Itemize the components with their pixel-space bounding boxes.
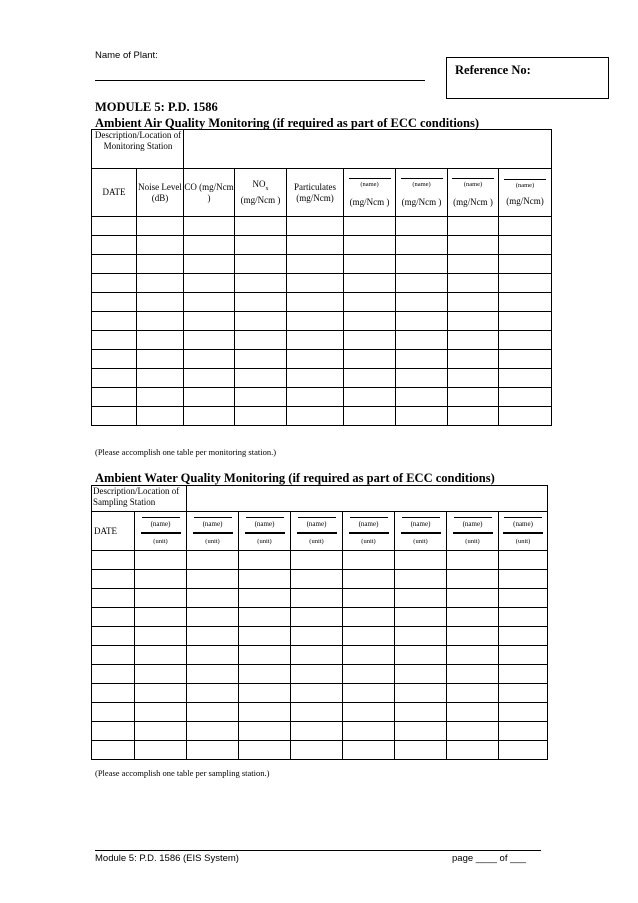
footer-page: page ____ of ___ bbox=[452, 853, 526, 864]
air-data-cell[interactable] bbox=[344, 331, 396, 350]
water-data-cell[interactable] bbox=[187, 703, 239, 722]
col-water-param-2: (name) (unit) bbox=[187, 512, 239, 551]
air-data-cell[interactable] bbox=[92, 350, 137, 369]
water-data-cell[interactable] bbox=[239, 684, 291, 703]
water-data-cell[interactable] bbox=[343, 665, 395, 684]
water-data-cell[interactable] bbox=[343, 703, 395, 722]
water-data-cell[interactable] bbox=[92, 608, 135, 627]
air-description-row bbox=[92, 130, 552, 169]
air-data-cell[interactable] bbox=[137, 312, 184, 331]
air-data-cell[interactable] bbox=[448, 388, 499, 407]
water-data-cell[interactable] bbox=[187, 646, 239, 665]
water-data-cell[interactable] bbox=[447, 570, 499, 589]
col-water-param-5: (name) (unit) bbox=[343, 512, 395, 551]
water-quality-title: Ambient Water Quality Monitoring (if required as part of ECC conditions) bbox=[95, 471, 495, 485]
water-data-cell[interactable] bbox=[187, 570, 239, 589]
col-param-2: (name) (mg/Ncm ) bbox=[396, 169, 448, 217]
air-data-cell[interactable] bbox=[448, 217, 499, 236]
air-data-cell[interactable] bbox=[396, 369, 448, 388]
air-data-cell[interactable] bbox=[137, 388, 184, 407]
footer-module: Module 5: P.D. 1586 (EIS System) bbox=[95, 853, 239, 864]
water-data-cell[interactable] bbox=[395, 570, 447, 589]
air-data-row bbox=[92, 312, 552, 331]
air-data-cell[interactable] bbox=[235, 312, 287, 331]
col-water-date: DATE bbox=[92, 512, 135, 551]
air-data-cell[interactable] bbox=[344, 388, 396, 407]
water-data-cell[interactable] bbox=[343, 627, 395, 646]
air-description-field[interactable] bbox=[184, 130, 552, 169]
col-noise-level: Noise Level (dB) bbox=[137, 169, 184, 217]
water-data-row bbox=[92, 684, 548, 703]
air-data-cell[interactable] bbox=[344, 217, 396, 236]
air-data-cell[interactable] bbox=[184, 293, 235, 312]
col-date: DATE bbox=[92, 169, 137, 217]
air-data-cell[interactable] bbox=[137, 236, 184, 255]
water-data-cell[interactable] bbox=[92, 551, 135, 570]
col-water-param-3: (name) (unit) bbox=[239, 512, 291, 551]
water-data-cell[interactable] bbox=[343, 722, 395, 741]
water-data-cell[interactable] bbox=[395, 722, 447, 741]
water-data-cell[interactable] bbox=[343, 608, 395, 627]
water-data-cell[interactable] bbox=[135, 551, 187, 570]
water-data-cell[interactable] bbox=[92, 703, 135, 722]
air-data-cell[interactable] bbox=[448, 312, 499, 331]
water-data-cell[interactable] bbox=[135, 589, 187, 608]
air-data-cell[interactable] bbox=[92, 312, 137, 331]
water-data-cell[interactable] bbox=[447, 722, 499, 741]
water-data-cell[interactable] bbox=[187, 722, 239, 741]
water-data-cell[interactable] bbox=[135, 684, 187, 703]
water-quality-table bbox=[91, 485, 548, 760]
water-data-cell[interactable] bbox=[92, 570, 135, 589]
water-data-cell[interactable] bbox=[239, 722, 291, 741]
air-data-cell[interactable] bbox=[184, 407, 235, 426]
water-data-cell[interactable] bbox=[239, 551, 291, 570]
air-data-cell[interactable] bbox=[92, 236, 137, 255]
air-data-cell[interactable] bbox=[448, 407, 499, 426]
air-data-cell[interactable] bbox=[287, 293, 344, 312]
air-data-cell[interactable] bbox=[499, 350, 552, 369]
air-data-cell[interactable] bbox=[396, 293, 448, 312]
air-data-cell[interactable] bbox=[344, 407, 396, 426]
air-data-cell[interactable] bbox=[344, 274, 396, 293]
water-data-cell[interactable] bbox=[499, 741, 548, 760]
air-data-cell[interactable] bbox=[184, 255, 235, 274]
col-water-param-8: (name) (unit) bbox=[499, 512, 548, 551]
water-data-cell[interactable] bbox=[239, 646, 291, 665]
water-data-cell[interactable] bbox=[395, 627, 447, 646]
water-data-cell[interactable] bbox=[92, 665, 135, 684]
water-data-cell[interactable] bbox=[239, 570, 291, 589]
air-data-cell[interactable] bbox=[92, 274, 137, 293]
water-data-cell[interactable] bbox=[92, 684, 135, 703]
air-data-cell[interactable] bbox=[137, 331, 184, 350]
air-data-cell[interactable] bbox=[287, 369, 344, 388]
water-description-label: Description/Location of Sampling Station bbox=[92, 486, 187, 512]
air-data-cell[interactable] bbox=[344, 255, 396, 274]
air-data-row bbox=[92, 274, 552, 293]
water-data-cell[interactable] bbox=[343, 551, 395, 570]
air-data-cell[interactable] bbox=[92, 293, 137, 312]
air-data-cell[interactable] bbox=[184, 312, 235, 331]
air-data-cell[interactable] bbox=[499, 407, 552, 426]
air-data-cell[interactable] bbox=[448, 255, 499, 274]
air-data-cell[interactable] bbox=[287, 331, 344, 350]
air-data-cell[interactable] bbox=[287, 217, 344, 236]
water-data-cell[interactable] bbox=[395, 646, 447, 665]
water-data-cell[interactable] bbox=[499, 722, 548, 741]
water-data-cell[interactable] bbox=[499, 703, 548, 722]
air-data-cell[interactable] bbox=[396, 350, 448, 369]
water-data-cell[interactable] bbox=[135, 627, 187, 646]
air-data-cell[interactable] bbox=[92, 369, 137, 388]
water-data-cell[interactable] bbox=[343, 684, 395, 703]
water-data-row bbox=[92, 703, 548, 722]
water-data-cell[interactable] bbox=[499, 589, 548, 608]
water-data-row bbox=[92, 589, 548, 608]
water-data-cell[interactable] bbox=[499, 551, 548, 570]
water-data-cell[interactable] bbox=[291, 627, 343, 646]
air-data-cell[interactable] bbox=[137, 350, 184, 369]
col-param-1: (name) (mg/Ncm ) bbox=[344, 169, 396, 217]
air-data-cell[interactable] bbox=[448, 274, 499, 293]
air-data-cell[interactable] bbox=[235, 255, 287, 274]
water-data-cell[interactable] bbox=[239, 703, 291, 722]
water-data-cell[interactable] bbox=[92, 646, 135, 665]
water-data-cell[interactable] bbox=[239, 665, 291, 684]
water-data-cell[interactable] bbox=[499, 570, 548, 589]
air-data-cell[interactable] bbox=[287, 388, 344, 407]
air-data-cell[interactable] bbox=[184, 388, 235, 407]
water-data-row bbox=[92, 741, 548, 760]
water-data-row bbox=[92, 570, 548, 589]
water-data-cell[interactable] bbox=[187, 627, 239, 646]
air-data-cell[interactable] bbox=[184, 274, 235, 293]
air-header-row bbox=[92, 169, 552, 217]
water-data-cell[interactable] bbox=[395, 684, 447, 703]
air-data-cell[interactable] bbox=[396, 274, 448, 293]
water-data-cell[interactable] bbox=[291, 703, 343, 722]
plant-name-line[interactable] bbox=[95, 80, 425, 81]
air-data-cell[interactable] bbox=[137, 217, 184, 236]
air-data-cell[interactable] bbox=[499, 331, 552, 350]
water-header-row bbox=[92, 512, 548, 551]
plant-name-label: Name of Plant: bbox=[95, 50, 158, 61]
air-data-cell[interactable] bbox=[92, 217, 137, 236]
water-data-cell[interactable] bbox=[447, 741, 499, 760]
air-description-label: Description/Location of Monitoring Station bbox=[92, 130, 184, 169]
water-data-cell[interactable] bbox=[239, 589, 291, 608]
col-water-param-4: (name) (unit) bbox=[291, 512, 343, 551]
module-title: MODULE 5: P.D. 1586 bbox=[95, 100, 218, 114]
air-data-cell[interactable] bbox=[448, 236, 499, 255]
air-data-cell[interactable] bbox=[344, 369, 396, 388]
water-data-cell[interactable] bbox=[92, 589, 135, 608]
water-description-field[interactable] bbox=[187, 486, 548, 512]
water-data-cell[interactable] bbox=[135, 570, 187, 589]
air-quality-title: Ambient Air Quality Monitoring (if required as part of ECC conditions) bbox=[95, 116, 480, 130]
air-data-cell[interactable] bbox=[235, 274, 287, 293]
footer-rule bbox=[95, 850, 541, 851]
air-data-cell[interactable] bbox=[184, 331, 235, 350]
air-data-cell[interactable] bbox=[137, 369, 184, 388]
col-water-param-1: (name) (unit) bbox=[135, 512, 187, 551]
air-data-cell[interactable] bbox=[448, 293, 499, 312]
air-data-cell[interactable] bbox=[92, 331, 137, 350]
water-data-cell[interactable] bbox=[291, 741, 343, 760]
air-data-row bbox=[92, 407, 552, 426]
air-data-cell[interactable] bbox=[396, 255, 448, 274]
col-param-3: (name) (mg/Ncm ) bbox=[448, 169, 499, 217]
air-data-cell[interactable] bbox=[287, 255, 344, 274]
air-data-cell[interactable] bbox=[235, 369, 287, 388]
water-data-cell[interactable] bbox=[447, 551, 499, 570]
water-data-cell[interactable] bbox=[187, 741, 239, 760]
air-data-cell[interactable] bbox=[184, 350, 235, 369]
air-quality-table bbox=[91, 129, 552, 426]
water-data-cell[interactable] bbox=[395, 551, 447, 570]
water-data-cell[interactable] bbox=[447, 665, 499, 684]
water-data-cell[interactable] bbox=[187, 684, 239, 703]
air-data-cell[interactable] bbox=[499, 217, 552, 236]
col-water-param-6: (name) (unit) bbox=[395, 512, 447, 551]
water-data-row bbox=[92, 551, 548, 570]
water-data-cell[interactable] bbox=[187, 608, 239, 627]
water-data-cell[interactable] bbox=[447, 589, 499, 608]
air-data-cell[interactable] bbox=[499, 274, 552, 293]
water-data-cell[interactable] bbox=[395, 589, 447, 608]
water-data-cell[interactable] bbox=[187, 589, 239, 608]
water-data-cell[interactable] bbox=[291, 665, 343, 684]
air-data-cell[interactable] bbox=[287, 236, 344, 255]
air-data-cell[interactable] bbox=[287, 312, 344, 331]
water-data-cell[interactable] bbox=[343, 741, 395, 760]
water-data-cell[interactable] bbox=[92, 741, 135, 760]
reference-label: Reference No: bbox=[455, 63, 531, 77]
air-data-cell[interactable] bbox=[396, 331, 448, 350]
water-data-cell[interactable] bbox=[135, 703, 187, 722]
water-data-cell[interactable] bbox=[239, 741, 291, 760]
air-data-row bbox=[92, 255, 552, 274]
water-data-row bbox=[92, 608, 548, 627]
air-data-row bbox=[92, 331, 552, 350]
air-data-cell[interactable] bbox=[92, 388, 137, 407]
air-data-cell[interactable] bbox=[287, 274, 344, 293]
col-particulates: Particulates (mg/Ncm) bbox=[287, 169, 344, 217]
water-data-cell[interactable] bbox=[395, 665, 447, 684]
water-data-cell[interactable] bbox=[499, 665, 548, 684]
air-data-cell[interactable] bbox=[92, 407, 137, 426]
water-data-row bbox=[92, 722, 548, 741]
water-data-cell[interactable] bbox=[291, 570, 343, 589]
water-data-cell[interactable] bbox=[291, 589, 343, 608]
water-data-cell[interactable] bbox=[239, 627, 291, 646]
water-table-note: (Please accomplish one table per sampling station.) bbox=[95, 768, 270, 778]
air-data-cell[interactable] bbox=[235, 236, 287, 255]
water-data-cell[interactable] bbox=[291, 646, 343, 665]
air-data-cell[interactable] bbox=[235, 388, 287, 407]
air-data-row bbox=[92, 388, 552, 407]
water-data-cell[interactable] bbox=[395, 608, 447, 627]
col-nox: $NO_x$ (mg/Ncm ) bbox=[235, 169, 287, 217]
air-data-cell[interactable] bbox=[499, 388, 552, 407]
water-data-cell[interactable] bbox=[343, 570, 395, 589]
water-data-row bbox=[92, 646, 548, 665]
col-co: CO (mg/Ncm ) bbox=[184, 169, 235, 217]
air-data-cell[interactable] bbox=[499, 236, 552, 255]
water-data-cell[interactable] bbox=[239, 608, 291, 627]
air-data-cell[interactable] bbox=[344, 350, 396, 369]
water-data-cell[interactable] bbox=[447, 608, 499, 627]
water-data-cell[interactable] bbox=[395, 741, 447, 760]
air-table-note: (Please accomplish one table per monitoring station.) bbox=[95, 447, 277, 457]
air-data-cell[interactable] bbox=[344, 312, 396, 331]
air-data-cell[interactable] bbox=[235, 217, 287, 236]
air-data-row bbox=[92, 350, 552, 369]
water-data-cell[interactable] bbox=[187, 665, 239, 684]
air-data-cell[interactable] bbox=[396, 217, 448, 236]
water-data-cell[interactable] bbox=[343, 646, 395, 665]
air-data-cell[interactable] bbox=[287, 407, 344, 426]
water-data-cell[interactable] bbox=[291, 551, 343, 570]
water-data-row bbox=[92, 665, 548, 684]
water-data-cell[interactable] bbox=[447, 684, 499, 703]
water-data-cell[interactable] bbox=[499, 627, 548, 646]
water-description-row bbox=[92, 486, 548, 512]
col-param-4: (name) (mg/Ncm) bbox=[499, 169, 552, 217]
water-data-row bbox=[92, 627, 548, 646]
air-data-cell[interactable] bbox=[499, 255, 552, 274]
air-data-cell[interactable] bbox=[184, 236, 235, 255]
air-data-row bbox=[92, 217, 552, 236]
air-data-row bbox=[92, 293, 552, 312]
water-data-cell[interactable] bbox=[135, 646, 187, 665]
water-data-cell[interactable] bbox=[499, 646, 548, 665]
air-data-cell[interactable] bbox=[235, 293, 287, 312]
water-data-cell[interactable] bbox=[499, 608, 548, 627]
col-water-param-7: (name) (unit) bbox=[447, 512, 499, 551]
air-data-cell[interactable] bbox=[92, 255, 137, 274]
water-data-cell[interactable] bbox=[291, 684, 343, 703]
air-data-row bbox=[92, 236, 552, 255]
water-data-cell[interactable] bbox=[343, 589, 395, 608]
water-data-cell[interactable] bbox=[291, 608, 343, 627]
air-data-cell[interactable] bbox=[396, 236, 448, 255]
air-data-cell[interactable] bbox=[287, 350, 344, 369]
water-data-cell[interactable] bbox=[92, 627, 135, 646]
air-data-cell[interactable] bbox=[184, 369, 235, 388]
air-data-cell[interactable] bbox=[448, 350, 499, 369]
air-data-cell[interactable] bbox=[235, 350, 287, 369]
air-data-cell[interactable] bbox=[137, 255, 184, 274]
water-data-cell[interactable] bbox=[447, 703, 499, 722]
air-data-cell[interactable] bbox=[137, 293, 184, 312]
air-data-cell[interactable] bbox=[235, 407, 287, 426]
air-data-row bbox=[92, 369, 552, 388]
air-data-cell[interactable] bbox=[448, 331, 499, 350]
air-data-cell[interactable] bbox=[344, 293, 396, 312]
air-data-cell[interactable] bbox=[499, 312, 552, 331]
water-data-cell[interactable] bbox=[135, 665, 187, 684]
air-data-cell[interactable] bbox=[499, 369, 552, 388]
air-data-cell[interactable] bbox=[137, 407, 184, 426]
air-data-cell[interactable] bbox=[396, 312, 448, 331]
air-data-cell[interactable] bbox=[448, 369, 499, 388]
water-data-cell[interactable] bbox=[447, 646, 499, 665]
air-data-cell[interactable] bbox=[344, 236, 396, 255]
water-data-cell[interactable] bbox=[187, 551, 239, 570]
air-data-cell[interactable] bbox=[499, 293, 552, 312]
water-data-cell[interactable] bbox=[291, 722, 343, 741]
water-data-cell[interactable] bbox=[92, 722, 135, 741]
water-data-cell[interactable] bbox=[447, 627, 499, 646]
air-data-cell[interactable] bbox=[137, 274, 184, 293]
water-data-cell[interactable] bbox=[395, 703, 447, 722]
air-data-cell[interactable] bbox=[235, 331, 287, 350]
air-data-cell[interactable] bbox=[396, 388, 448, 407]
air-data-cell[interactable] bbox=[184, 217, 235, 236]
air-data-cell[interactable] bbox=[396, 407, 448, 426]
water-data-cell[interactable] bbox=[135, 608, 187, 627]
water-data-cell[interactable] bbox=[135, 722, 187, 741]
water-data-cell[interactable] bbox=[499, 684, 548, 703]
water-data-cell[interactable] bbox=[135, 741, 187, 760]
